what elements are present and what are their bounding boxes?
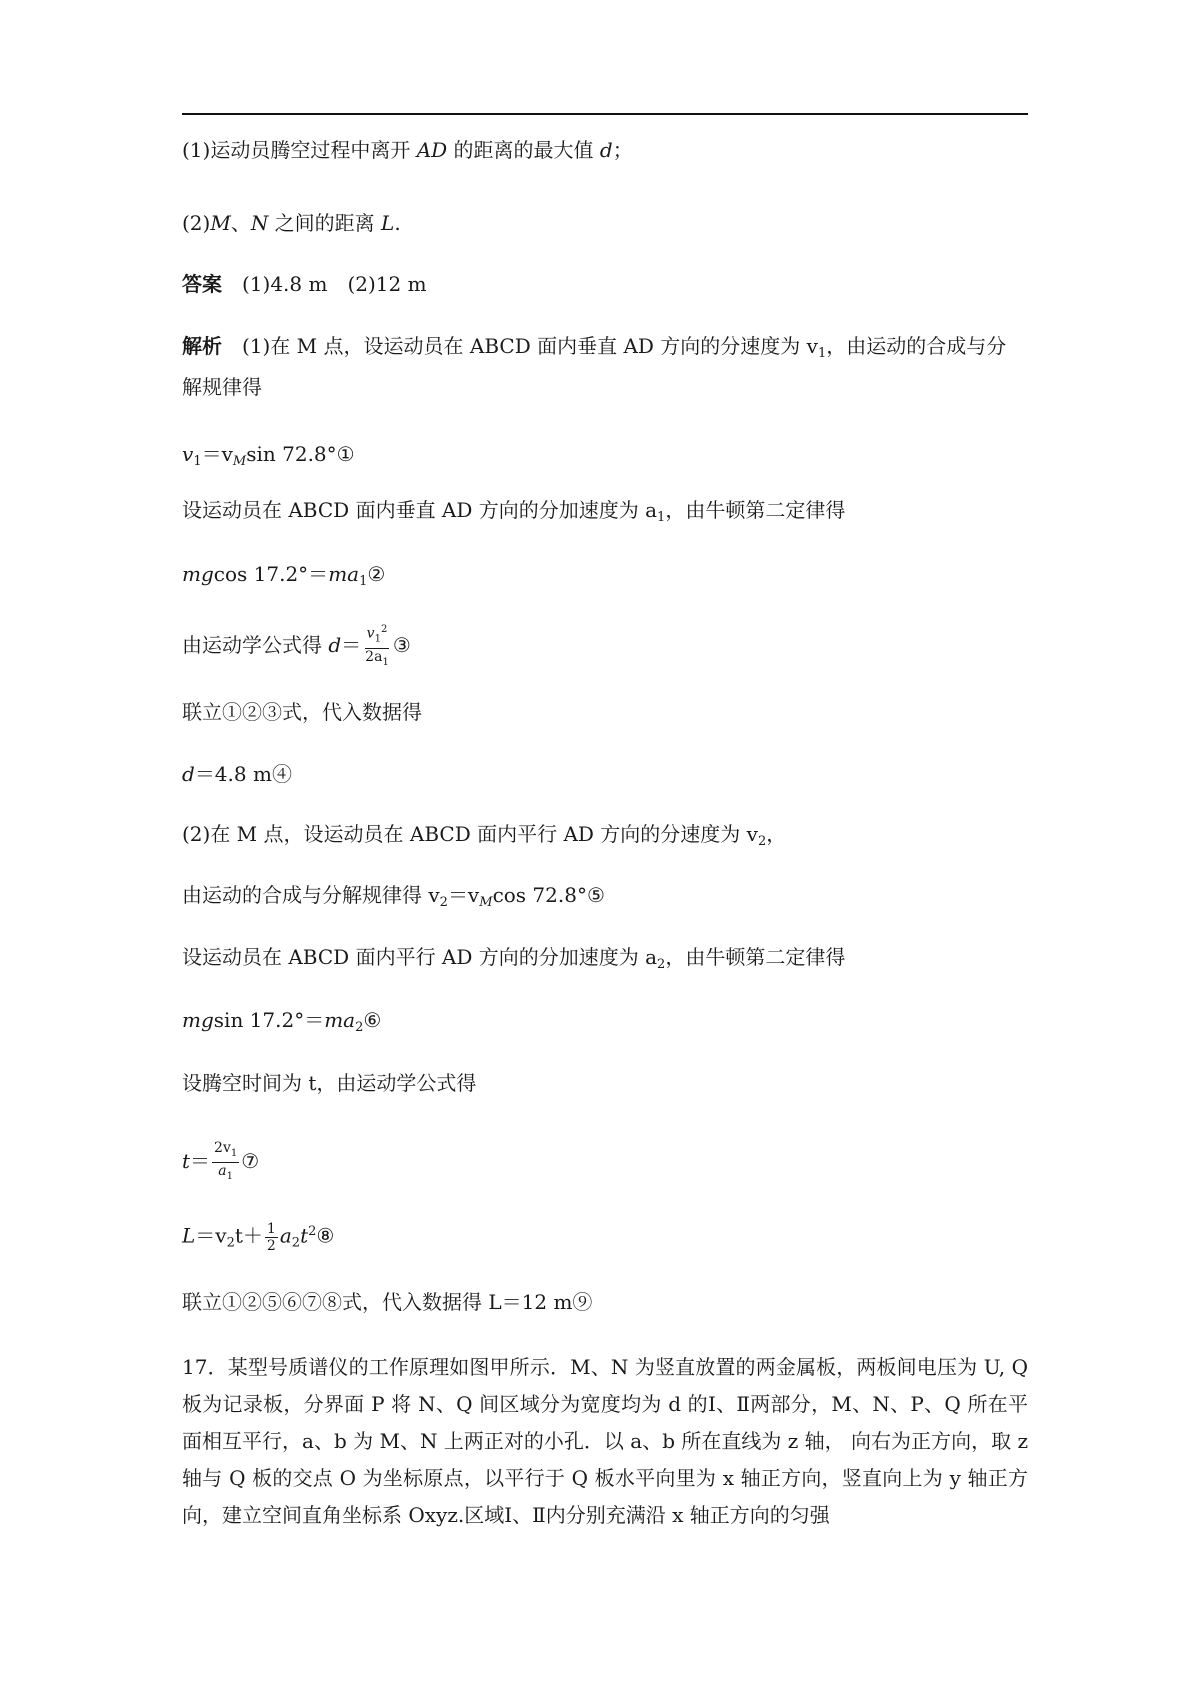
analysis-line-13: 设腾空时间为 t，由运动学公式得	[182, 1071, 477, 1095]
equation-2: mgcos $17.2^\circ=ma_1②$	[182, 562, 386, 589]
question-1: (1)运动员腾空过程中离开 AD 的距离的最大值 d；	[182, 138, 633, 162]
fraction-d: $\frac{v_1^2}{2a_1}$	[365, 624, 389, 668]
fraction-t: $\frac{2v_1}{a_1}$	[214, 1140, 238, 1182]
equation-4: mgsin $17.2^\circ=ma_2⑥$	[182, 1008, 382, 1035]
analysis-line-9: (2)在 M 点，设运动员在 ABCD 面内平行 AD 方向的分速度为 $v_2$，	[182, 822, 787, 849]
analysis-line-4: 设运动员在 ABCD 面内垂直 AD 方向的分加速度为 $a_1$，由牛顿第二定律得	[182, 498, 846, 525]
analysis-line-2: 解规律得	[182, 375, 262, 399]
question-2: (2)M、N 之间的距离 L.	[182, 211, 401, 235]
fraction-half: $\frac{1}{2}$	[266, 1220, 276, 1254]
equation-d-formula: 由运动学公式得 d＝ $\frac{v_1^2}{2a_1}$ ③	[182, 622, 411, 671]
equation-6: $L=v_2t+$ $\frac{1}{2}$ $a_2t^2⑧$	[182, 1220, 335, 1254]
analysis-line-16: 联立①②⑤⑥⑦⑧式，代入数据得 L＝12 m⑨	[182, 1290, 593, 1314]
answer-line	[182, 272, 427, 296]
answer-text: (1)4.8 m (2)12 m	[242, 272, 427, 296]
analysis-line-11: 设运动员在 ABCD 面内平行 AD 方向的分加速度为 $a_2$，由牛顿第二定律得	[182, 945, 846, 972]
analysis-line-1: 解析 (1)在 M 点，设运动员在 ABCD 面内垂直 AD 方向的分速度为 $v_1$，由运动的合成与分	[182, 334, 1007, 361]
equation-3: d＝4.8 m④	[182, 762, 292, 786]
header-rule	[182, 113, 1028, 115]
analysis-line-7: 联立①②③式，代入数据得	[182, 700, 422, 724]
answer-label: 答案	[182, 272, 222, 296]
problem-17-text: 17．某型号质谱仪的工作原理如图甲所示．M、N 为竖直放置的两金属板，两板间电压为 U, Q 板为记录板，分界面 P 将 N、Q 间区域分为宽度均为 d 的Ⅰ、Ⅱ两部分，M、N、P、Q 所在平面相互平行，a、b 为 M、N 上两正对的小孔．以 a、b 所在直线为 z 轴， 向右为正方向，取 z 轴与 Q 板的交点 O 为坐标原点，以平行于 Q 板水平向里为 x 轴正方向，竖直向上为 y 轴正方向，建立空间直角坐标系 Oxyz.区域Ⅰ、Ⅱ内分别充满沿 x 轴正方向的匀强	[182, 1355, 1028, 1527]
equation-1: $v_1=v_M\sin$ 72.8°①	[182, 442, 355, 469]
equation-5: t＝ $\frac{2v_1}{a_1}$ ⑦	[182, 1140, 259, 1185]
analysis-line-10: 由运动的合成与分解规律得 $v_2=v_M\cos$ 72.8°⑤	[182, 883, 605, 910]
analysis-label: 解析	[182, 334, 222, 358]
